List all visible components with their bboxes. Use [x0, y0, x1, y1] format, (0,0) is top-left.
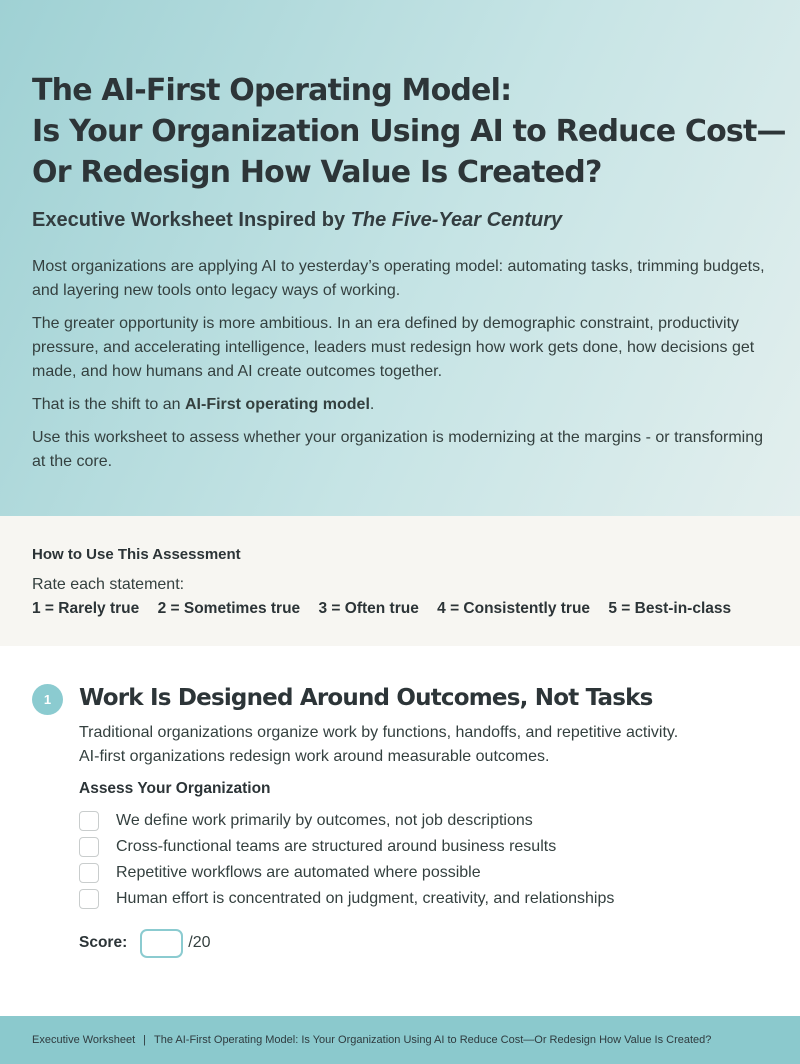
intro-paragraph-3	[32, 393, 772, 417]
checklist-item	[79, 886, 614, 912]
checklist-item-text: Cross-functional teams are structured around business results	[116, 838, 557, 855]
checkbox[interactable]	[79, 837, 99, 857]
rating-scale	[32, 600, 745, 618]
description-line-2: AI-first organizations redesign work around measurable outcomes.	[79, 748, 550, 765]
subtitle-book-title: The Five-Year Century	[350, 209, 563, 231]
intro-paragraph-4: Use this worksheet to assess whether your organization is modernizing at the margins - or transforming at the core.	[32, 429, 763, 470]
score-input[interactable]	[140, 929, 183, 958]
title-line-3: Or Redesign How Value Is Created?	[32, 155, 602, 190]
checklist-item-text: Human effort is concentrated on judgment, creativity, and relationships	[116, 890, 615, 907]
page-title	[32, 70, 786, 193]
section-title: Work Is Designed Around Outcomes, Not Tasks	[79, 685, 653, 711]
rate-instruction: Rate each statement:	[32, 576, 185, 593]
paragraph-3-prefix: That is the shift to an	[32, 396, 181, 413]
score-max: /20	[188, 934, 211, 951]
title-line-2: Is Your Organization Using AI to Reduce Cost—	[32, 114, 786, 149]
checkbox[interactable]	[79, 889, 99, 909]
paragraph-3-suffix: .	[369, 396, 375, 413]
title-line-1: The AI-First Operating Model:	[32, 73, 512, 108]
paragraph-3-bold: AI-First operating model	[184, 396, 370, 413]
checklist-item-text: We define work primarily by outcomes, not job descriptions	[116, 812, 533, 829]
score-row	[79, 928, 211, 958]
how-to-title: How to Use This Assessment	[32, 546, 241, 563]
checklist-item	[79, 808, 614, 834]
footer-separator: |	[143, 1034, 146, 1046]
checklist-item-text: Repetitive workflows are automated where possible	[116, 864, 481, 881]
hero-content	[32, 70, 786, 474]
checklist-item	[79, 834, 614, 860]
scale-item-4: 4 = Consistently true	[437, 600, 591, 617]
description-line-1: Traditional organizations organize work by functions, handoffs, and repetitive activity.	[79, 724, 679, 741]
footer-right: The AI-First Operating Model: Is Your Organization Using AI to Reduce Cost—Or Redesign How Value Is Created?	[153, 1034, 712, 1046]
checklist-item	[79, 860, 614, 886]
checkbox[interactable]	[79, 863, 99, 883]
section-number-badge: 1	[32, 684, 63, 715]
footer	[0, 1016, 800, 1064]
hero-banner	[0, 0, 800, 516]
footer-text	[32, 1034, 711, 1046]
section-description	[79, 721, 769, 769]
scale-item-5: 5 = Best-in-class	[608, 600, 732, 617]
scale-item-3: 3 = Often true	[318, 600, 419, 617]
scale-item-2: 2 = Sometimes true	[157, 600, 301, 617]
intro-paragraph-2: The greater opportunity is more ambitious. In an era defined by demographic constraint, productivity pressure, and accelerating intelligence, leaders must redesign how work gets done, how decisions get made, and how humans and AI create outcomes together.	[32, 315, 755, 380]
subtitle-prefix: Executive Worksheet Inspired by	[32, 209, 346, 231]
assessment-checklist	[79, 808, 614, 912]
page-subtitle	[32, 207, 772, 233]
assess-label: Assess Your Organization	[79, 780, 271, 797]
checkbox[interactable]	[79, 811, 99, 831]
footer-left: Executive Worksheet	[32, 1034, 136, 1046]
score-label: Score:	[79, 934, 128, 951]
intro-paragraph-1: Most organizations are applying AI to yesterday’s operating model: automating tasks, trimming budgets, and layering new tools onto legacy ways of working.	[32, 258, 765, 299]
scale-item-1: 1 = Rarely true	[32, 600, 140, 617]
